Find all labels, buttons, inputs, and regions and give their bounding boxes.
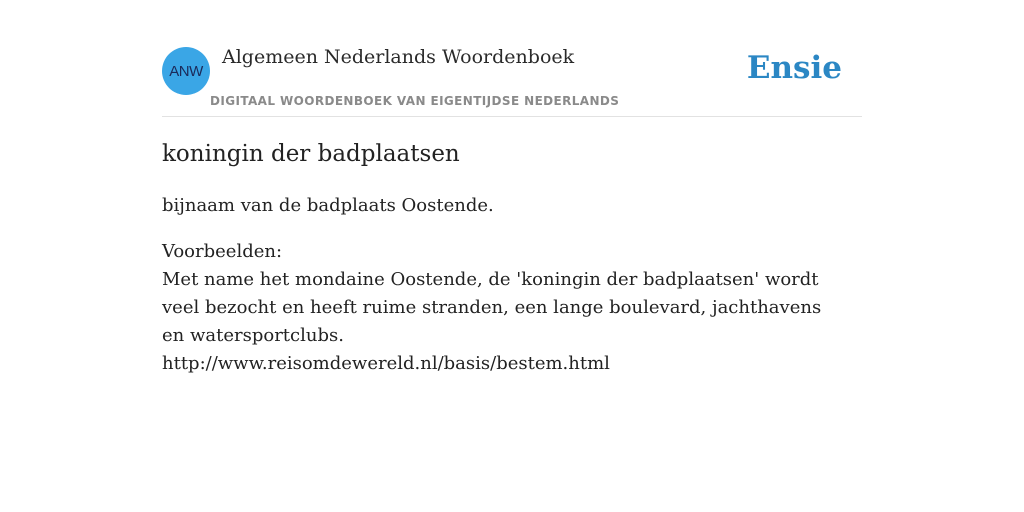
page-title: koningin der badplaatsen: [162, 141, 460, 167]
site-subtitle: DIGITAAL WOORDENBOEK VAN EIGENTIJDSE NEDERLANDS: [210, 94, 620, 108]
definition-text: bijnaam van de badplaats Oostende.: [162, 195, 494, 216]
logo-text: ANW: [169, 62, 203, 80]
examples-label: Voorbeelden:: [162, 241, 283, 262]
example-text: Met name het mondaine Oostende, de 'koningin der badplaatsen' wordt veel bezocht en heeft ruime stranden, een lange boulevard, jachthavens en watersportclubs.: [162, 269, 822, 346]
anw-logo[interactable]: [162, 47, 210, 95]
entry-content: [162, 138, 842, 378]
site-title[interactable]: Algemeen Nederlands Woordenboek: [222, 46, 575, 68]
header: [162, 40, 862, 117]
ensie-brand-link[interactable]: Ensie: [746, 50, 842, 86]
examples-block: [162, 238, 842, 378]
example-source: http://www.reisomdewereld.nl/basis/bestem.html: [162, 353, 610, 374]
